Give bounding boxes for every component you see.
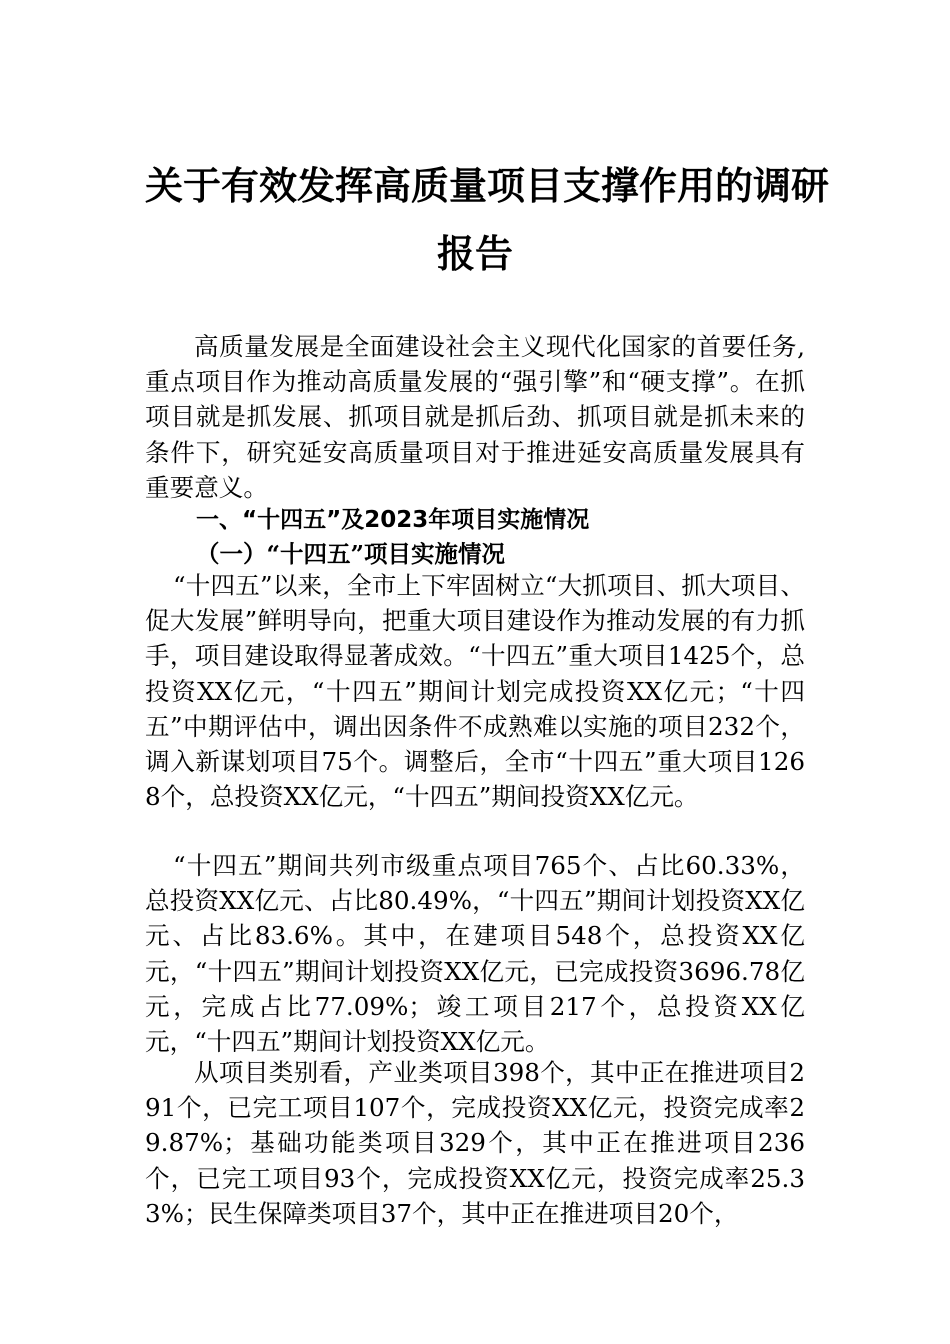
body-paragraph-categories: 从项目类别看，产业类项目398个，其中正在推进项目291个，已完工项目107个，完成投资XX亿元，投资完成率29.87%；基础功能类项目329个，其中正在推进项目236个，已完工项目93个，完成投资XX亿元，投资完成率25.33%；民生保障类项目37个，其中正在推进项目20个， bbox=[145, 1058, 805, 1228]
body-paragraph-key-projects: “十四五”期间共列市级重点项目765个、占比60.33%，总投资XX亿元、占比80.49%，“十四五”期间计划投资XX亿元、占比83.6%。其中，在建项目548个，总投资XX亿元，“十四五”期间计划投资XX亿元，已完成投资3696.78亿元，完成占比77.09%；竣工项目217个，总投资XX亿元，“十四五”期间计划投资XX亿元。 bbox=[145, 851, 805, 1057]
document-title-line-1: 关于有效发挥高质量项目支撑作用的调研 bbox=[145, 164, 830, 208]
section-heading: 一、“十四五”及2023年项目实施情况 bbox=[196, 507, 590, 533]
intro-paragraph: 高质量发展是全面建设社会主义现代化国家的首要任务,重点项目作为推动高质量发展的“强引擎”和“硬支撑”。在抓项目就是抓发展、抓项目就是抓后劲、抓项目就是抓未来的条件下，研究延安高质量项目对于推进延安高质量发展具有重要意义。 bbox=[145, 332, 805, 502]
body-paragraph-overview: “十四五”以来，全市上下牢固树立“大抓项目、抓大项目、促大发展”鲜明导向，把重大项目建设作为推动发展的有力抓手，项目建设取得显著成效。“十四五”重大项目1425个，总投资XX亿元，“十四五”期间计划完成投资XX亿元；“十四五”中期评估中，调出因条件不成熟难以实施的项目232个，调入新谋划项目75个。调整后，全市“十四五”重大项目1268个，总投资XX亿元，“十四五”期间投资XX亿元。 bbox=[145, 571, 805, 812]
document-title-line-2: 报告 bbox=[436, 232, 513, 276]
subsection-heading: （一）“十四五”项目实施情况 bbox=[196, 540, 506, 568]
